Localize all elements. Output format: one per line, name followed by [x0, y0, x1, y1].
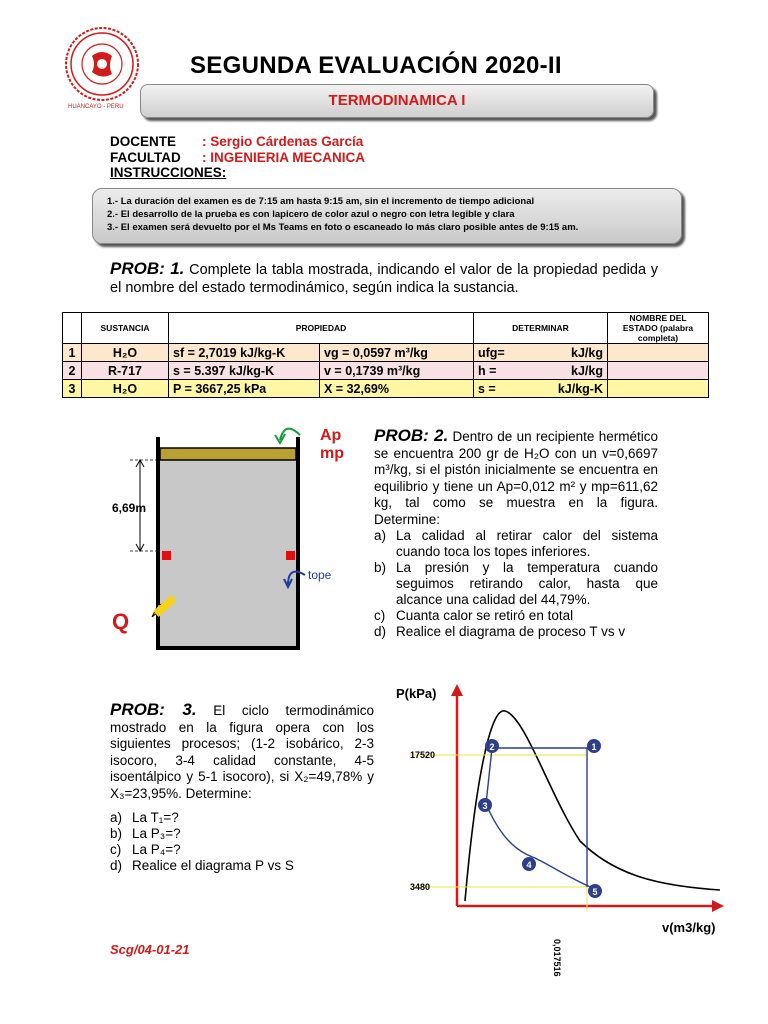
list-item	[110, 858, 374, 874]
col-determinar: DETERMINAR	[474, 313, 608, 344]
row-determine	[474, 362, 608, 380]
table-header-row	[63, 313, 709, 344]
facultad-label: FACULTAD	[110, 150, 181, 165]
prob2-list	[374, 528, 658, 640]
list-item	[374, 560, 658, 608]
row-property-2: vg = 0,0597 m³/kg	[320, 344, 474, 362]
list-item	[110, 826, 374, 842]
item-text: Realice el diagrama de proceso T vs v	[396, 624, 626, 639]
row-substance: R-717	[82, 362, 169, 380]
docente-label: DOCENTE	[110, 134, 177, 149]
p-low-tick: 3480	[410, 882, 431, 892]
item-letter: c)	[110, 842, 122, 857]
prob3-text: El ciclo termodinámico mostrado en la figura opera con los siguientes procesos; (1-2 isobárico, 2-3 isocoro, 3-4 calidad constante, 4-5 isoentálpico y 5-1 isocoro), si X₂=49,78% y X₃=23,95%. Determine:	[110, 703, 374, 801]
col-nombre: NOMBRE DEL ESTADO (palabra completa)	[608, 313, 709, 344]
y-axis-label: P(kPa)	[396, 686, 437, 701]
row-number: 2	[63, 362, 82, 380]
svg-text:4: 4	[526, 860, 532, 870]
height-label: 6,69m	[112, 501, 147, 515]
item-letter: a)	[374, 528, 387, 543]
docente-value: : Sergio Cárdenas García	[202, 134, 364, 149]
footer-code: Scg/04-01-21	[110, 942, 190, 957]
properties-table	[62, 312, 709, 398]
prob3-label: PROB: 3.	[110, 700, 197, 719]
prob2-label: PROB: 2.	[374, 426, 449, 445]
v-tick: 0,017516	[552, 939, 562, 977]
instruction-item: 2.- El desarrollo de la prueba es con lapicero de color azul o negro con letra legible y clara	[107, 209, 515, 220]
piston-cylinder-figure	[100, 415, 360, 655]
row-determine	[474, 344, 608, 362]
row-property-1: s = 5.397 kJ/kg-K	[169, 362, 320, 380]
svg-text:5: 5	[592, 887, 598, 897]
determine-symbol: ufg=	[478, 345, 505, 360]
pv-diagram	[390, 676, 740, 977]
col-sustancia: SUSTANCIA	[82, 313, 169, 344]
row-number: 1	[63, 344, 82, 362]
table-row	[63, 380, 709, 398]
logo-caption: HUANCAYO - PERU	[68, 104, 124, 110]
item-letter: a)	[110, 810, 123, 825]
instruction-item: 3.- El examen será devuelto por el Ms Teams en foto o escaneado lo más claro posible antes de 9:15 am.	[107, 222, 579, 233]
facultad-row	[110, 150, 365, 165]
row-number: 3	[63, 380, 82, 398]
prob1-statement	[110, 260, 658, 297]
item-text: La P₃=?	[132, 826, 181, 841]
col-propiedad: PROPIEDAD	[169, 313, 474, 344]
instruction-item: 1.- La duración del examen es de 7:15 am hasta 9:15 am, sin el incremento de tiempo adicional	[107, 196, 535, 207]
list-item	[374, 528, 658, 560]
row-substance: H₂O	[82, 344, 169, 362]
prob1-text: Complete la tabla mostrada, indicando el valor de la propiedad pedida y el nombre del estado termodinámico, según indica la sustancia.	[110, 262, 658, 296]
table-row	[63, 344, 709, 362]
course-title: TERMODINAMICA I	[328, 92, 466, 109]
item-text: Cuanta calor se retiró en total	[396, 608, 574, 623]
course-banner	[140, 84, 654, 118]
page-title: SEGUNDA EVALUACIÓN 2020-II	[190, 52, 562, 79]
docente-row	[110, 134, 363, 149]
piston	[160, 448, 296, 460]
item-text: Realice el diagrama P vs S	[132, 858, 294, 873]
row-property-2: X = 32,69%	[320, 380, 474, 398]
prob1-label: PROB: 1.	[110, 259, 185, 278]
item-letter: b)	[374, 560, 387, 575]
item-letter: d)	[374, 624, 387, 639]
area-mass-label	[320, 427, 344, 463]
prob2-statement	[374, 428, 658, 640]
mp-label: mp	[320, 445, 344, 462]
item-text: La P₄=?	[132, 842, 181, 857]
university-logo	[64, 26, 140, 102]
list-item	[374, 624, 658, 640]
cylinder-fill	[160, 450, 296, 646]
stop-left	[162, 551, 171, 560]
list-item	[110, 842, 374, 858]
item-text: La T₁=?	[132, 810, 179, 825]
instrucciones-label: INSTRUCCIONES:	[110, 165, 227, 180]
row-state-name[interactable]	[608, 362, 709, 380]
x-axis-label: v(m3/kg)	[662, 920, 716, 935]
svg-text:2: 2	[489, 742, 495, 752]
row-substance: H₂O	[82, 380, 169, 398]
list-item	[374, 608, 658, 624]
determine-unit: kJ/kg	[571, 345, 603, 360]
prob3-statement	[110, 702, 374, 874]
prob3-list	[110, 810, 374, 874]
facultad-value: : INGENIERIA MECANICA	[202, 150, 366, 165]
row-property-1: P = 3667,25 kPa	[169, 380, 320, 398]
row-state-name[interactable]	[608, 344, 709, 362]
stop-right	[286, 551, 295, 560]
item-letter: b)	[110, 826, 123, 841]
instructions-box	[92, 188, 682, 244]
prob2-text: Dentro de un recipiente hermético se encuentra 200 gr de H₂O con un v=0,6697 m³/kg, si el pistón inicialmente se encuentra en equilibrio y tiene un Ap=0,012 m² y mp=611,62 kg, tal como se muestra en la figura. Determine:	[374, 429, 658, 527]
table-row	[63, 362, 709, 380]
item-text: La calidad al retirar calor del sistema cuando toca los topes inferiores.	[396, 528, 658, 559]
determine-symbol: h =	[478, 363, 497, 378]
row-state-name[interactable]	[608, 380, 709, 398]
determine-unit: kJ/kg	[571, 363, 603, 378]
item-letter: d)	[110, 858, 123, 873]
list-item	[110, 810, 374, 826]
row-determine	[474, 380, 608, 398]
svg-text:1: 1	[591, 742, 597, 752]
determine-unit: kJ/kg-K	[557, 381, 603, 396]
heat-q-label: Q	[112, 609, 130, 634]
p-high-tick: 17520	[410, 750, 436, 760]
ap-label: Ap	[320, 427, 342, 444]
determine-symbol: s =	[478, 381, 496, 396]
svg-text:3: 3	[482, 801, 488, 811]
item-letter: c)	[374, 608, 386, 623]
item-text: La presión y la temperatura cuando seguimos retirando calor, hasta que alcance una calidad del 44,79%.	[396, 560, 658, 607]
row-property-1: sf = 2,7019 kJ/kg-K	[169, 344, 320, 362]
row-property-2: v = 0,1739 m³/kg	[320, 362, 474, 380]
tope-label: tope	[308, 568, 332, 582]
